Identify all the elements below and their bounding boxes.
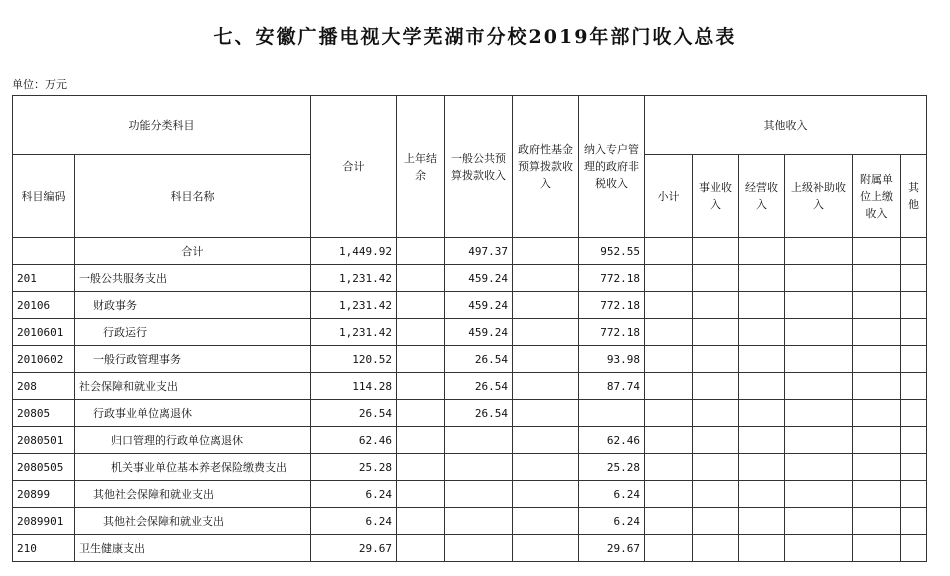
row-general: 459.24 — [445, 292, 513, 319]
row-special: 62.46 — [579, 427, 645, 454]
row-general — [445, 535, 513, 562]
table-row — [13, 346, 927, 373]
row-code: 20106 — [13, 292, 75, 319]
row-carryover — [397, 400, 445, 427]
row-fund — [513, 292, 579, 319]
row-carryover — [397, 373, 445, 400]
header-operating: 经营收入 — [739, 155, 785, 238]
row-fund — [513, 481, 579, 508]
row-fund — [513, 238, 579, 265]
row-general — [445, 454, 513, 481]
row-total: 25.28 — [311, 454, 397, 481]
row-special: 772.18 — [579, 265, 645, 292]
table-row — [13, 427, 927, 454]
row-fund — [513, 346, 579, 373]
row-general: 26.54 — [445, 346, 513, 373]
row-special: 93.98 — [579, 346, 645, 373]
row-fund — [513, 319, 579, 346]
row-code: 201 — [13, 265, 75, 292]
table-row — [13, 265, 927, 292]
row-total: 1,231.42 — [311, 265, 397, 292]
row-name: 机关事业单位基本养老保险缴费支出 — [75, 454, 311, 481]
row-name: 社会保障和就业支出 — [75, 373, 311, 400]
row-general: 459.24 — [445, 319, 513, 346]
row-name: 行政事业单位离退休 — [75, 400, 311, 427]
row-total: 62.46 — [311, 427, 397, 454]
header-other: 其他 — [901, 155, 927, 238]
header-business: 事业收入 — [693, 155, 739, 238]
row-special: 6.24 — [579, 508, 645, 535]
row-total: 1,231.42 — [311, 292, 397, 319]
row-code: 2080505 — [13, 454, 75, 481]
row-code: 2080501 — [13, 427, 75, 454]
row-code: 2010601 — [13, 319, 75, 346]
header-func-group: 功能分类科目 — [13, 96, 311, 155]
table-row — [13, 454, 927, 481]
row-carryover — [397, 535, 445, 562]
row-general — [445, 481, 513, 508]
row-carryover — [397, 481, 445, 508]
header-superior-subsidy: 上级补助收入 — [785, 155, 853, 238]
table-row — [13, 508, 927, 535]
header-code: 科目编码 — [13, 155, 75, 238]
row-general: 497.37 — [445, 238, 513, 265]
row-carryover — [397, 292, 445, 319]
table-row — [13, 373, 927, 400]
row-total: 6.24 — [311, 481, 397, 508]
row-name: 一般行政管理事务 — [75, 346, 311, 373]
row-code: 20899 — [13, 481, 75, 508]
row-carryover — [397, 319, 445, 346]
row-total: 114.28 — [311, 373, 397, 400]
row-special: 6.24 — [579, 481, 645, 508]
table-row — [13, 238, 927, 265]
header-general-budget: 一般公共预算拨款收入 — [445, 96, 513, 238]
table-row — [13, 400, 927, 427]
row-special — [579, 400, 645, 427]
page-title: 七、安徽广播电视大学芜湖市分校2019年部门收入总表 — [213, 26, 737, 48]
row-carryover — [397, 454, 445, 481]
row-name: 一般公共服务支出 — [75, 265, 311, 292]
unit-label: 单位：万元 — [12, 78, 67, 91]
row-general: 26.54 — [445, 373, 513, 400]
header-name: 科目名称 — [75, 155, 311, 238]
row-code — [13, 238, 75, 265]
row-general: 26.54 — [445, 400, 513, 427]
header-fiscal-special: 纳入专户管理的政府非税收入 — [579, 96, 645, 238]
row-name: 归口管理的行政单位离退休 — [75, 427, 311, 454]
row-name: 合计 — [75, 238, 311, 265]
header-fund-budget: 政府性基金预算拨款收入 — [513, 96, 579, 238]
row-fund — [513, 508, 579, 535]
row-fund — [513, 400, 579, 427]
header-other-group: 其他收入 — [645, 96, 927, 155]
row-code: 2089901 — [13, 508, 75, 535]
row-total: 120.52 — [311, 346, 397, 373]
row-special: 952.55 — [579, 238, 645, 265]
row-fund — [513, 535, 579, 562]
row-code: 208 — [13, 373, 75, 400]
table-row — [13, 535, 927, 562]
row-special: 29.67 — [579, 535, 645, 562]
row-name: 行政运行 — [75, 319, 311, 346]
row-code: 20805 — [13, 400, 75, 427]
income-table — [12, 95, 927, 562]
header-subtotal: 小计 — [645, 155, 693, 238]
row-carryover — [397, 508, 445, 535]
row-total: 26.54 — [311, 400, 397, 427]
row-carryover — [397, 346, 445, 373]
row-code: 2010602 — [13, 346, 75, 373]
row-total: 6.24 — [311, 508, 397, 535]
table-row — [13, 319, 927, 346]
row-name: 财政事务 — [75, 292, 311, 319]
row-special: 25.28 — [579, 454, 645, 481]
header-carryover: 上年结余 — [397, 96, 445, 238]
row-special: 772.18 — [579, 292, 645, 319]
row-special: 772.18 — [579, 319, 645, 346]
row-general — [445, 427, 513, 454]
row-code: 210 — [13, 535, 75, 562]
row-name: 卫生健康支出 — [75, 535, 311, 562]
table-row — [13, 292, 927, 319]
header-total: 合计 — [311, 96, 397, 238]
row-fund — [513, 265, 579, 292]
row-fund — [513, 373, 579, 400]
row-special: 87.74 — [579, 373, 645, 400]
row-general — [445, 508, 513, 535]
row-total: 1,449.92 — [311, 238, 397, 265]
header-affiliated: 附属单位上缴收入 — [853, 155, 901, 238]
row-general: 459.24 — [445, 265, 513, 292]
row-fund — [513, 454, 579, 481]
row-fund — [513, 427, 579, 454]
row-carryover — [397, 265, 445, 292]
row-total: 29.67 — [311, 535, 397, 562]
row-carryover — [397, 238, 445, 265]
row-name: 其他社会保障和就业支出 — [75, 508, 311, 535]
table-row — [13, 481, 927, 508]
row-carryover — [397, 427, 445, 454]
row-name: 其他社会保障和就业支出 — [75, 481, 311, 508]
row-total: 1,231.42 — [311, 319, 397, 346]
